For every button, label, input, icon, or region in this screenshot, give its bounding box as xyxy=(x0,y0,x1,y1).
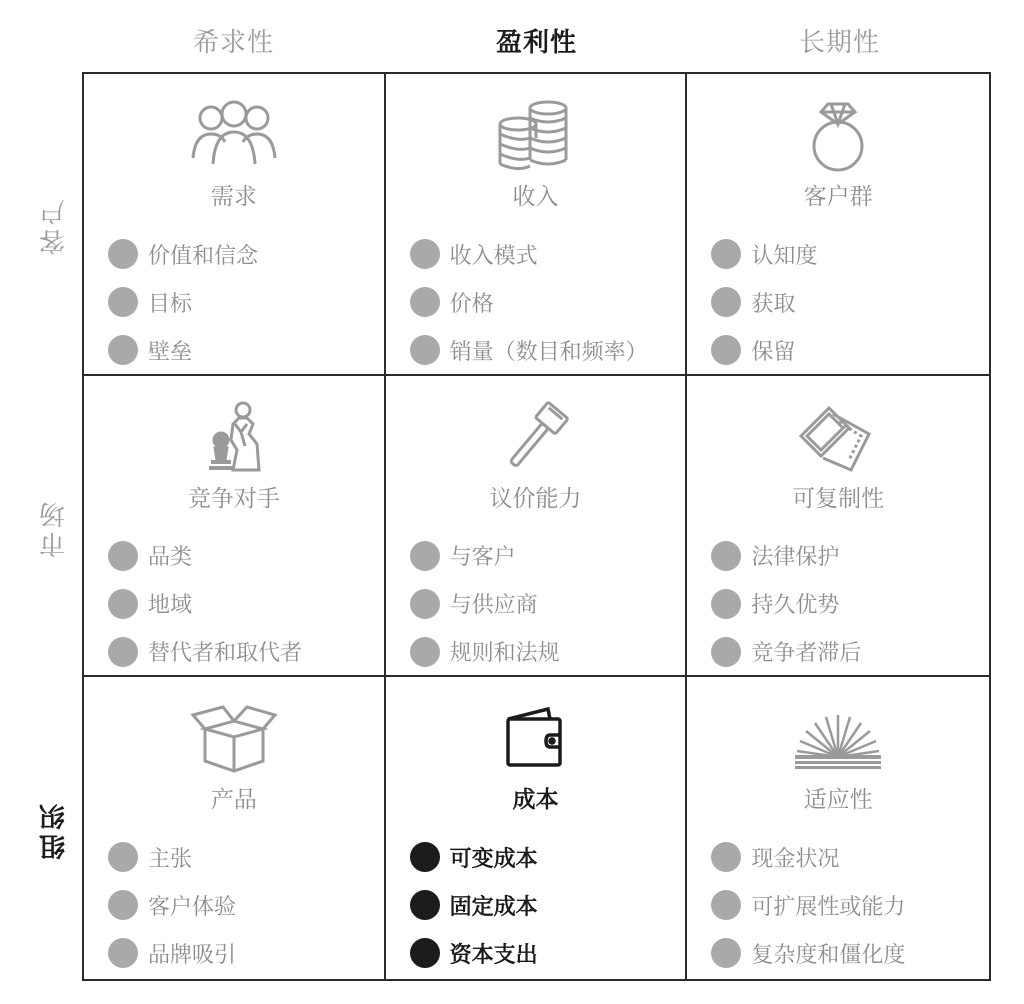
list-item xyxy=(711,929,985,977)
list-item xyxy=(108,881,380,929)
cell-adaptability xyxy=(687,677,989,979)
item-label: 客户体验 xyxy=(148,894,237,920)
bullet-dot xyxy=(410,890,440,920)
bullet-dot xyxy=(711,287,741,317)
item-label: 竞争者滞后 xyxy=(751,641,862,667)
item-list xyxy=(108,532,380,676)
bullet-dot xyxy=(711,589,741,619)
cell-title: 产品 xyxy=(210,787,257,814)
bullet-dot xyxy=(711,637,741,667)
item-label: 主张 xyxy=(148,846,193,872)
bullet-dot xyxy=(410,589,440,619)
column-header-desirability: 希求性 xyxy=(192,28,274,58)
framework-grid xyxy=(82,72,991,981)
bullet-dot xyxy=(410,842,440,872)
row-header-market: 市场 xyxy=(39,498,70,559)
item-label: 替代者和取代者 xyxy=(148,641,303,667)
copy-cards-icon xyxy=(793,400,883,476)
item-label: 固定成本 xyxy=(449,894,538,920)
row-header-customer: 客户 xyxy=(39,195,70,256)
item-label: 获取 xyxy=(751,291,796,317)
item-label: 目标 xyxy=(148,291,193,317)
list-item xyxy=(410,833,682,881)
bullet-dot xyxy=(711,842,741,872)
chess-pieces-icon xyxy=(189,400,279,476)
list-item xyxy=(410,881,682,929)
item-list xyxy=(108,230,380,374)
cell-title: 客户群 xyxy=(803,184,873,210)
item-label: 资本支出 xyxy=(449,942,538,968)
item-label: 规则和法规 xyxy=(449,641,560,667)
column-header-profitability: 盈利性 xyxy=(495,28,577,58)
list-item xyxy=(108,929,380,977)
list-item xyxy=(108,326,380,374)
item-label: 可变成本 xyxy=(449,846,538,872)
cell-bargaining-power xyxy=(386,376,688,678)
item-label: 收入模式 xyxy=(449,243,538,269)
item-label: 可扩展性或能力 xyxy=(751,894,906,920)
bullet-dot xyxy=(711,335,741,365)
cell-title: 适应性 xyxy=(803,787,873,814)
list-item xyxy=(108,532,380,580)
item-label: 价值和信念 xyxy=(148,243,259,269)
list-item xyxy=(711,326,985,374)
bullet-dot xyxy=(410,541,440,571)
list-item xyxy=(108,833,380,881)
list-item xyxy=(711,881,985,929)
cell-customer-base xyxy=(687,74,989,376)
list-item xyxy=(410,230,682,278)
item-label: 价格 xyxy=(449,291,494,317)
item-list xyxy=(711,532,985,676)
item-label: 复杂度和僵化度 xyxy=(751,942,906,968)
item-list xyxy=(108,833,380,977)
item-label: 品类 xyxy=(148,545,193,571)
bullet-dot xyxy=(108,637,138,667)
row-header-organization: 组织 xyxy=(39,800,70,861)
bullet-dot xyxy=(410,637,440,667)
cell-needs xyxy=(84,74,386,376)
cell-title: 需求 xyxy=(210,184,257,210)
cell-title: 收入 xyxy=(512,184,559,210)
item-label: 认知度 xyxy=(751,243,818,269)
bullet-dot xyxy=(108,335,138,365)
gavel-icon xyxy=(490,400,580,476)
open-box-icon xyxy=(189,701,279,777)
list-item xyxy=(711,628,985,676)
coin-stack-icon xyxy=(490,98,580,174)
list-item xyxy=(108,278,380,326)
cell-title: 可复制性 xyxy=(792,485,885,512)
item-label: 壁垒 xyxy=(148,339,193,365)
item-label: 保留 xyxy=(751,339,796,365)
bullet-dot xyxy=(108,287,138,317)
item-list xyxy=(410,230,682,374)
cell-title: 竞争对手 xyxy=(187,485,280,512)
list-item xyxy=(108,230,380,278)
item-list xyxy=(410,532,682,676)
item-list xyxy=(711,833,985,977)
bullet-dot xyxy=(108,938,138,968)
list-item xyxy=(410,278,682,326)
cell-title: 成本 xyxy=(512,787,559,814)
cell-product xyxy=(84,677,386,979)
bullet-dot xyxy=(410,335,440,365)
bullet-dot xyxy=(108,890,138,920)
item-label: 销量（数目和频率） xyxy=(449,339,648,365)
list-item xyxy=(410,580,682,628)
cell-replicability xyxy=(687,376,989,678)
diamond-ring-icon xyxy=(793,98,883,174)
list-item xyxy=(711,580,985,628)
item-label: 品牌吸引 xyxy=(148,942,237,968)
wallet-icon xyxy=(490,701,580,777)
cell-revenue xyxy=(386,74,688,376)
bullet-dot xyxy=(410,938,440,968)
item-list xyxy=(410,833,682,977)
bullet-dot xyxy=(410,287,440,317)
item-label: 地域 xyxy=(148,593,193,619)
people-group-icon xyxy=(189,98,279,174)
list-item xyxy=(711,833,985,881)
list-item xyxy=(711,230,985,278)
list-item xyxy=(108,580,380,628)
bullet-dot xyxy=(108,541,138,571)
item-label: 与客户 xyxy=(449,545,516,571)
cell-title: 议价能力 xyxy=(489,485,582,512)
list-item xyxy=(410,628,682,676)
item-label: 现金状况 xyxy=(751,846,840,872)
bullet-dot xyxy=(711,541,741,571)
bullet-dot xyxy=(108,842,138,872)
column-header-longevity: 长期性 xyxy=(798,28,880,58)
item-label: 法律保护 xyxy=(751,545,840,571)
list-item xyxy=(410,326,682,374)
bullet-dot xyxy=(711,239,741,269)
list-item xyxy=(711,278,985,326)
item-label: 与供应商 xyxy=(449,593,538,619)
bullet-dot xyxy=(410,239,440,269)
list-item xyxy=(108,628,380,676)
bullet-dot xyxy=(711,938,741,968)
list-item xyxy=(410,929,682,977)
bullet-dot xyxy=(108,239,138,269)
cell-competitors xyxy=(84,376,386,678)
bullet-dot xyxy=(108,589,138,619)
item-list xyxy=(711,230,985,374)
item-label: 持久优势 xyxy=(751,593,840,619)
bullet-dot xyxy=(711,890,741,920)
spring-coil-icon xyxy=(793,701,883,777)
list-item xyxy=(410,532,682,580)
list-item xyxy=(711,532,985,580)
cell-cost xyxy=(386,677,688,979)
